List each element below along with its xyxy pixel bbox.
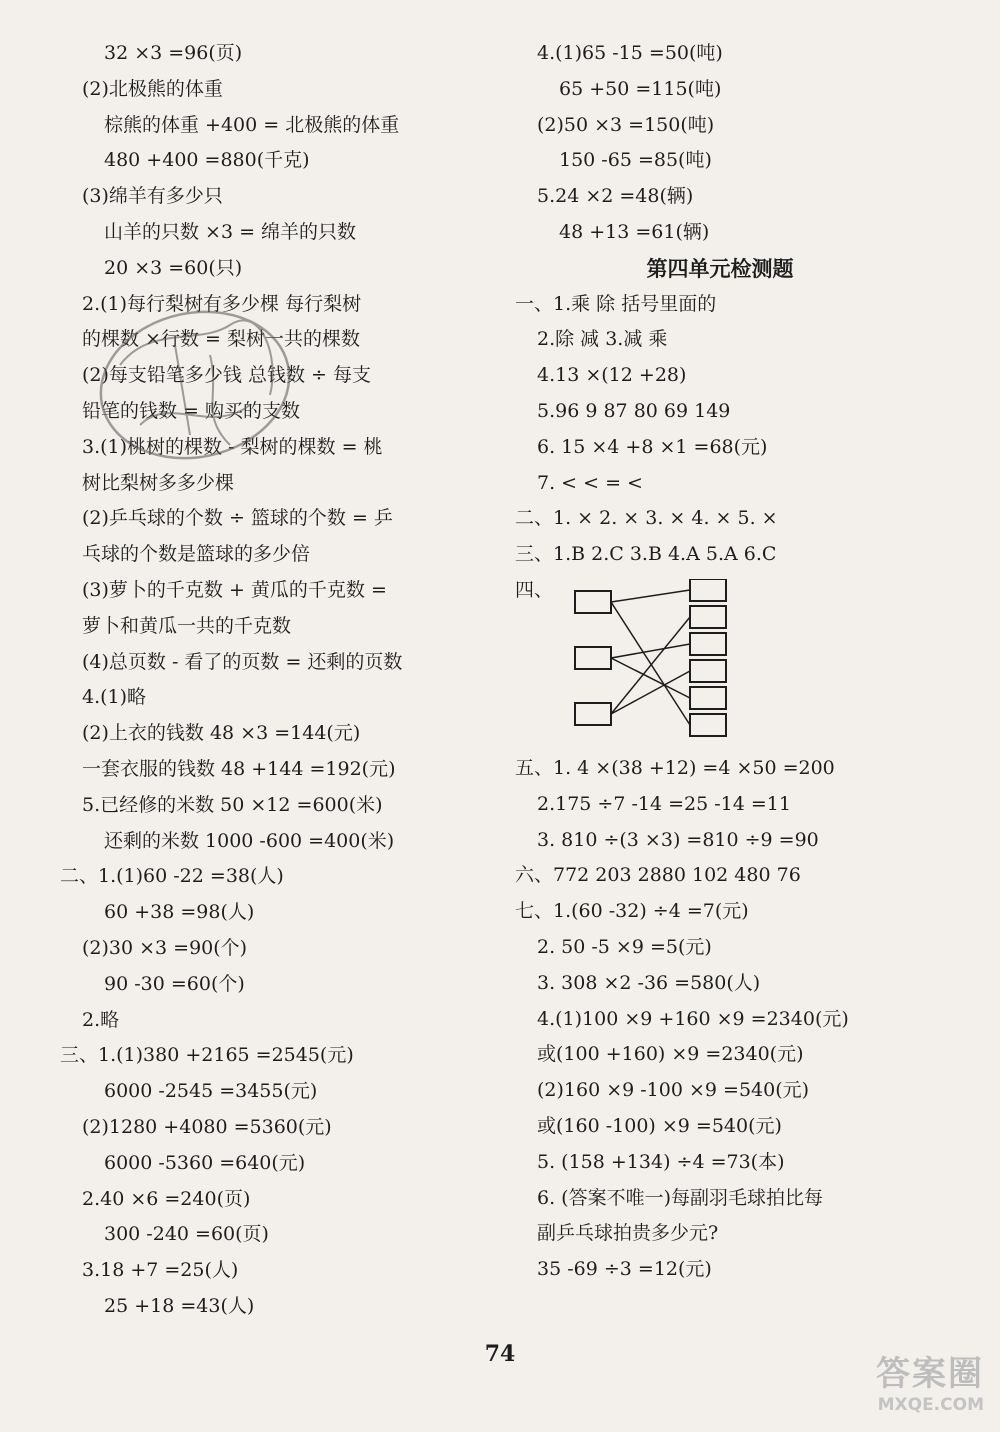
answer-line: 5. (158 +134) ÷4 =73(本) <box>537 1150 785 1173</box>
answer-line: 300 -240 =60(页) <box>104 1223 269 1246</box>
answer-line: 5.96 9 87 80 69 149 <box>537 399 731 422</box>
answer-line: (3)绵羊有多少只 <box>82 185 223 208</box>
right-box <box>690 714 726 736</box>
answer-line: 一套衣服的钱数 48 +144 =192(元) <box>82 757 396 780</box>
answer-line: (2)北极熊的体重 <box>82 77 223 100</box>
answer-line: 90 -30 =60(个) <box>104 972 245 995</box>
answer-line: 2. 50 -5 ×9 =5(元) <box>537 935 712 958</box>
answer-line: 2.(1)每行梨树有多少棵 每行梨树 <box>82 292 362 315</box>
answer-line: 副乒乓球拍贵多少元? <box>537 1222 719 1245</box>
matching-diagram-row <box>515 573 955 751</box>
right-column <box>515 36 955 1288</box>
right-box <box>690 606 726 628</box>
answer-line: 还剩的米数 1000 -600 =400(米) <box>104 829 395 852</box>
connection-line <box>611 617 690 714</box>
answer-line: 5.24 ×2 =48(辆) <box>537 185 694 208</box>
answer-line: 棕熊的体重 +400 = 北极熊的体重 <box>104 113 400 136</box>
answer-line: 65 +50 =115(吨) <box>559 77 722 100</box>
answer-line: 4.(1)100 ×9 +160 ×9 =2340(元) <box>537 1007 849 1030</box>
left-column <box>60 36 460 1325</box>
answer-line: (2)160 ×9 -100 ×9 =540(元) <box>537 1079 810 1102</box>
answer-line: 48 +13 =61(辆) <box>559 220 710 243</box>
left-box <box>575 703 611 725</box>
answer-line: 480 +400 =880(千克) <box>104 149 310 172</box>
answer-line: (2)1280 +4080 =5360(元) <box>82 1115 332 1138</box>
right-box <box>690 579 726 601</box>
answer-line: 60 +38 =98(人) <box>104 901 255 924</box>
matching-diagram <box>570 579 740 744</box>
answer-line: 七、1.(60 -32) ÷4 =7(元) <box>515 900 749 923</box>
answer-line: 五、1. 4 ×(38 +12) =4 ×50 =200 <box>515 756 835 779</box>
answer-line: 150 -65 =85(吨) <box>559 149 712 172</box>
answer-line: 乓球的个数是篮球的多少倍 <box>82 543 311 566</box>
answer-line: (2)30 ×3 =90(个) <box>82 936 248 959</box>
connection-line <box>611 590 690 602</box>
answer-line: 山羊的只数 ×3 = 绵羊的只数 <box>104 220 357 243</box>
answer-line: (3)萝卜的千克数 + 黄瓜的千克数 = <box>82 578 387 601</box>
answer-line: 二、1.(1)60 -22 =38(人) <box>60 865 284 888</box>
answer-line: 六、772 203 2880 102 480 76 <box>515 864 801 887</box>
answer-line: 2.40 ×6 =240(页) <box>82 1187 251 1210</box>
logo-url-text: MXQE.COM <box>877 1395 984 1415</box>
left-box <box>575 647 611 669</box>
answer-line: 35 -69 ÷3 =12(元) <box>537 1258 712 1281</box>
answer-line: 6000 -5360 =640(元) <box>104 1151 306 1174</box>
answer-line: 树比梨树多多少棵 <box>82 471 235 494</box>
answer-line: (2)50 ×3 =150(吨) <box>537 113 715 136</box>
answer-line: 2.除 减 3.减 乘 <box>537 328 668 351</box>
answer-line: 的棵数 ×行数 = 梨树一共的棵数 <box>82 328 360 351</box>
answer-line: 铅笔的钱数 = 购买的支数 <box>82 399 300 422</box>
answer-line: 三、1.B 2.C 3.B 4.A 5.A 6.C <box>515 543 777 566</box>
answer-line: 3. 308 ×2 -36 =580(人) <box>537 971 761 994</box>
right-box <box>690 687 726 709</box>
right-mid-block <box>515 287 955 573</box>
answer-line: 6. 15 ×4 +8 ×1 =68(元) <box>537 435 768 458</box>
answer-line: 3.18 +7 =25(人) <box>82 1259 239 1282</box>
answer-line: 2.175 ÷7 -14 =25 -14 =11 <box>537 792 791 815</box>
answer-line: 3. 810 ÷(3 ×3) =810 ÷9 =90 <box>537 828 819 851</box>
answer-line: 4.(1)略 <box>82 686 147 709</box>
handwritten-stamp-watermark <box>80 285 310 485</box>
right-box <box>690 633 726 655</box>
answer-line: 32 ×3 =96(页) <box>104 42 243 64</box>
answer-line: 或(160 -100) ×9 =540(元) <box>537 1114 782 1137</box>
answer-line: 二、1. × 2. × 3. × 4. × 5. × <box>515 507 778 530</box>
right-box <box>690 660 726 682</box>
answer-line: 20 ×3 =60(只) <box>104 256 243 279</box>
site-logo <box>814 1346 984 1426</box>
answer-line: 2.略 <box>82 1008 120 1031</box>
answer-line: 一、1.乘 除 括号里面的 <box>515 292 717 315</box>
left-box <box>575 591 611 613</box>
section-title: 第四单元检测题 <box>646 255 794 281</box>
answer-line: 7. < < = < <box>537 471 643 494</box>
answer-line: 6. (答案不唯一)每副羽毛球拍比每 <box>537 1186 823 1209</box>
answer-line: 3.(1)桃树的棵数 - 梨树的棵数 = 桃 <box>82 435 383 458</box>
answer-line: 4.(1)65 -15 =50(吨) <box>537 42 723 64</box>
answer-line: 6000 -2545 =3455(元) <box>104 1080 318 1103</box>
answer-line: 三、1.(1)380 +2165 =2545(元) <box>60 1044 354 1067</box>
answer-line: (4)总页数 - 看了的页数 = 还剩的页数 <box>82 650 403 673</box>
diagram-label: 四、 <box>515 578 554 601</box>
connection-line <box>611 644 690 658</box>
answer-line: (2)乒乓球的个数 ÷ 篮球的个数 = 乒 <box>82 507 393 530</box>
answer-line: (2)每支铅笔多少钱 总钱数 ÷ 每支 <box>82 364 371 387</box>
logo-main-text: 答案圈 <box>876 1354 984 1394</box>
right-bottom-block <box>515 751 955 1288</box>
answer-line: 4.13 ×(12 +28) <box>537 364 687 387</box>
answer-line: 萝卜和黄瓜一共的千克数 <box>82 614 292 637</box>
answer-line: 或(100 +160) ×9 =2340(元) <box>537 1043 804 1066</box>
answer-line: 25 +18 =43(人) <box>104 1294 255 1317</box>
answer-line: 5.已经修的米数 50 ×12 =600(米) <box>82 793 383 816</box>
page-number: 74 <box>484 1341 516 1367</box>
answer-line: (2)上衣的钱数 48 ×3 =144(元) <box>82 722 361 745</box>
right-top-block <box>515 36 955 251</box>
